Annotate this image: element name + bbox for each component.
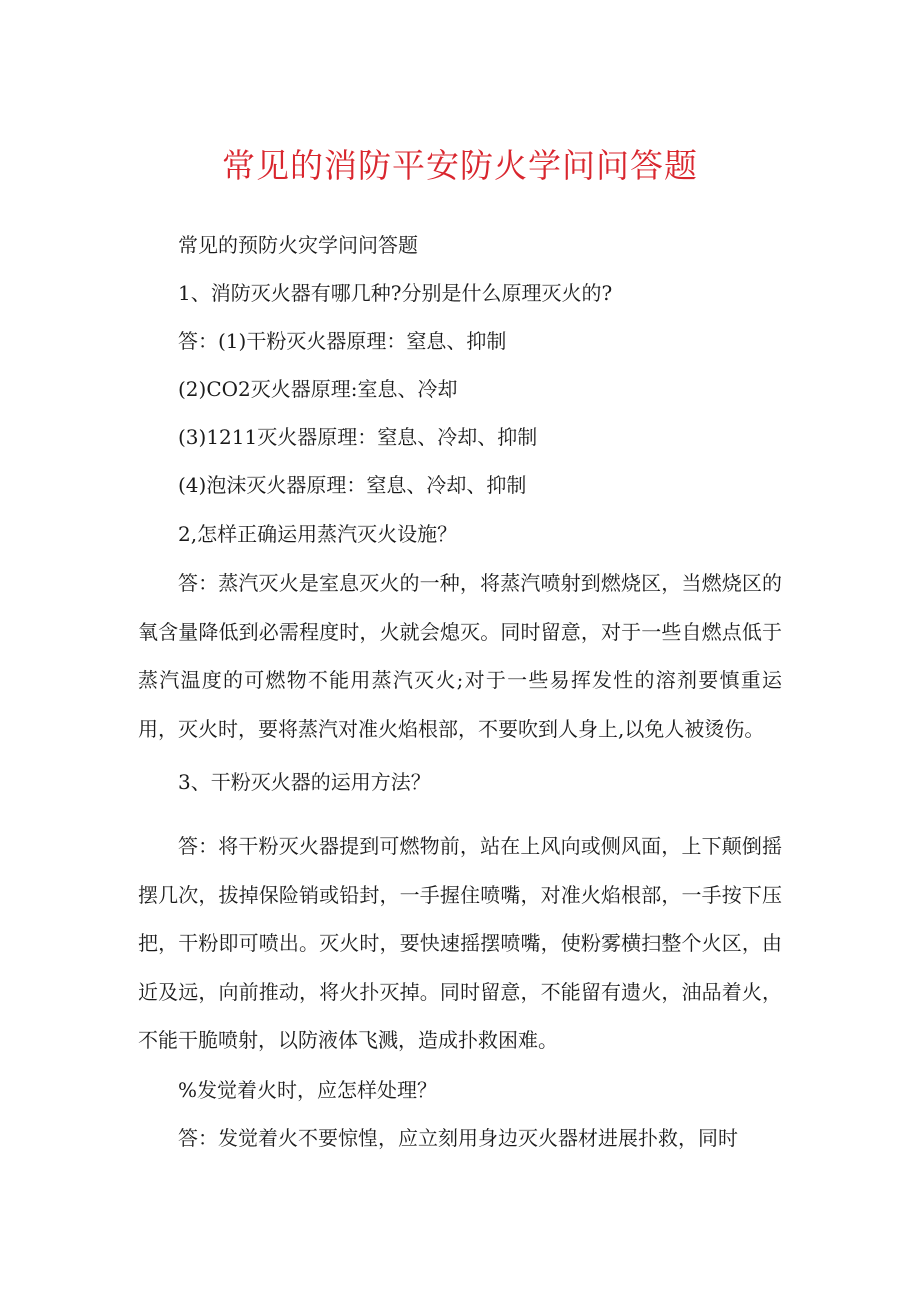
- answer-1-line-1: 答：(1)干粉灭火器原理：窒息、抑制: [178, 329, 507, 353]
- answer-2: 答：蒸汽灭火是室息灭火的一种，将蒸汽喷射到燃烧区，当燃烧区的氧含量降低到必需程度时，火就会熄灭。同时留意，对于一些自燃点低于蒸汽温度的可燃物不能用蒸汽灭火;对于一些易挥发性的溶剂要慎重运用，灭火时，要将蒸汽对准火焰根部，不要吹到人身上,以免人被烫伤。: [138, 571, 782, 741]
- question-4: %发觉着火时，应怎样处理？: [178, 1078, 438, 1102]
- question-2: 2,怎样正确运用蒸汽灭火设施？: [178, 522, 458, 546]
- answer-1-line-2: (2)CO2灭火器原理:室息、冷却: [178, 377, 458, 401]
- answer-1-line-3: (3)1211灭火器原理：窒息、冷却、抑制: [178, 425, 538, 449]
- answer-1-line-4: (4)泡沫灭火器原理：窒息、冷却、抑制: [178, 473, 527, 497]
- subtitle: 常见的预防火灾学问问答题: [178, 233, 418, 257]
- document-title: 常见的消防平安防火学问问答题: [222, 146, 698, 185]
- answer-4: 答：发觉着火不要惊惶，应立刻用身边灭火器材进展扑救，同时: [178, 1126, 738, 1150]
- question-1: 1、消防灭火器有哪几种?分别是什么原理灭火的?: [178, 281, 613, 305]
- answer-3: 答：将干粉灭火器提到可燃物前，站在上风向或侧风面，上下颠倒摇摆几次，拔掉保险销或铅封，一手握住喷嘴，对准火焰根部，一手按下压把，干粉即可喷出。灭火时，要快速摇摆喷嘴，使粉雾横扫整个火区，由近及远，向前推动，将火扑灭掉。同时留意，不能留有遗火，油品着火，不能干脆喷射，以防液体飞溅，造成扑救困难。: [138, 834, 782, 1052]
- question-3: 3、干粉灭火器的运用方法？: [178, 770, 431, 794]
